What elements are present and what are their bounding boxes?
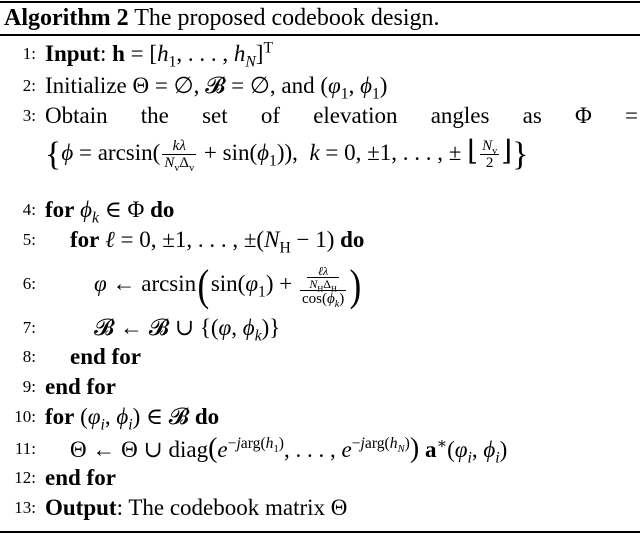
line-number: 5:	[22, 230, 36, 249]
algorithm-line-8	[0, 341, 640, 373]
algorithm-line-5	[0, 224, 640, 256]
algorithm-line-9	[0, 371, 640, 403]
line-content: Output: The codebook matrix Θ	[45, 495, 348, 520]
line-number: 6:	[22, 274, 36, 293]
line-content: Input: $h = [h_1$, . . . , $h_N]^T$	[45, 39, 274, 71]
algorithm-line-3-cont	[0, 130, 640, 174]
line-content: end for	[70, 344, 141, 369]
line-number: 1:	[22, 44, 36, 63]
algorithm-line-2	[0, 70, 640, 102]
algorithm-line-13	[0, 492, 640, 524]
caption-rule	[0, 34, 640, 36]
algorithm-line-4	[0, 194, 640, 226]
line-number: 2:	[22, 76, 36, 95]
line-content: Initialize Θ = ∅, 𝓑 = ∅, and ($\varphi_1$, $\phi_1$)	[45, 73, 388, 103]
line-content: end for	[45, 465, 116, 490]
algorithm-label: Algorithm 2	[4, 5, 129, 31]
line-number: 4:	[22, 200, 36, 219]
line-number: 13:	[14, 498, 36, 517]
line-number: 7:	[22, 318, 36, 337]
algorithm-line-3	[0, 100, 640, 132]
top-rule	[0, 1, 640, 3]
line-content: φ ← $\arcsin(\sin(\varphi_1)$ + $\frac{\frac{\text{ℓλ}}{N_H\Delta_H}}{\cos(\phi_k)}$ )	[94, 260, 362, 310]
line-number: 12:	[14, 468, 36, 487]
algorithm-line-10	[0, 401, 640, 433]
algorithm-line-6	[0, 254, 640, 314]
line-number: 10:	[14, 407, 36, 426]
line-content: for ℓ = 0, ±1, . . . , $\pm(N_H - 1)$ do	[70, 227, 365, 257]
line-content: for ($\varphi_i$, $\phi_i$) ∈ 𝓑 do	[45, 404, 220, 434]
line-number: 3:	[22, 106, 36, 125]
line-content: end for	[45, 374, 116, 399]
line-content: Obtain the set of elevation angles as Φ =	[45, 103, 638, 128]
line-content-continued: {ϕ = arcsin( $\frac{k\lambda}{N_v\Delta_v}$ + $\sin(\phi_1)$), k = 0, ±1, . . . , ± ⌊ $\frac{N_v}{2}$ ⌋}	[45, 135, 529, 175]
line-content: 𝓑 ← 𝓑 ∪ {(φ, $\phi_k$)}	[94, 315, 281, 345]
algorithm-line-7	[0, 312, 640, 344]
bottom-rule	[0, 531, 640, 533]
algorithm-title: The proposed codebook design.	[134, 5, 440, 31]
line-number: 8:	[22, 347, 36, 366]
line-number: 9:	[22, 377, 36, 396]
line-content: for $\phi_k$ ∈ Φ do	[45, 197, 175, 227]
line-number: 11:	[14, 439, 36, 458]
algorithm-line-12	[0, 462, 640, 494]
algorithm-caption	[4, 4, 440, 32]
algorithm-line-1	[0, 38, 640, 70]
algorithm-line-11	[0, 433, 640, 465]
line-content: Θ ← Θ ∪ $diag(e^{-jarg(h_1)}$, . . . , $e^{-jarg(h_N)}$) $a^∗(\varphi_i$, $\phi_i$)	[70, 433, 508, 467]
